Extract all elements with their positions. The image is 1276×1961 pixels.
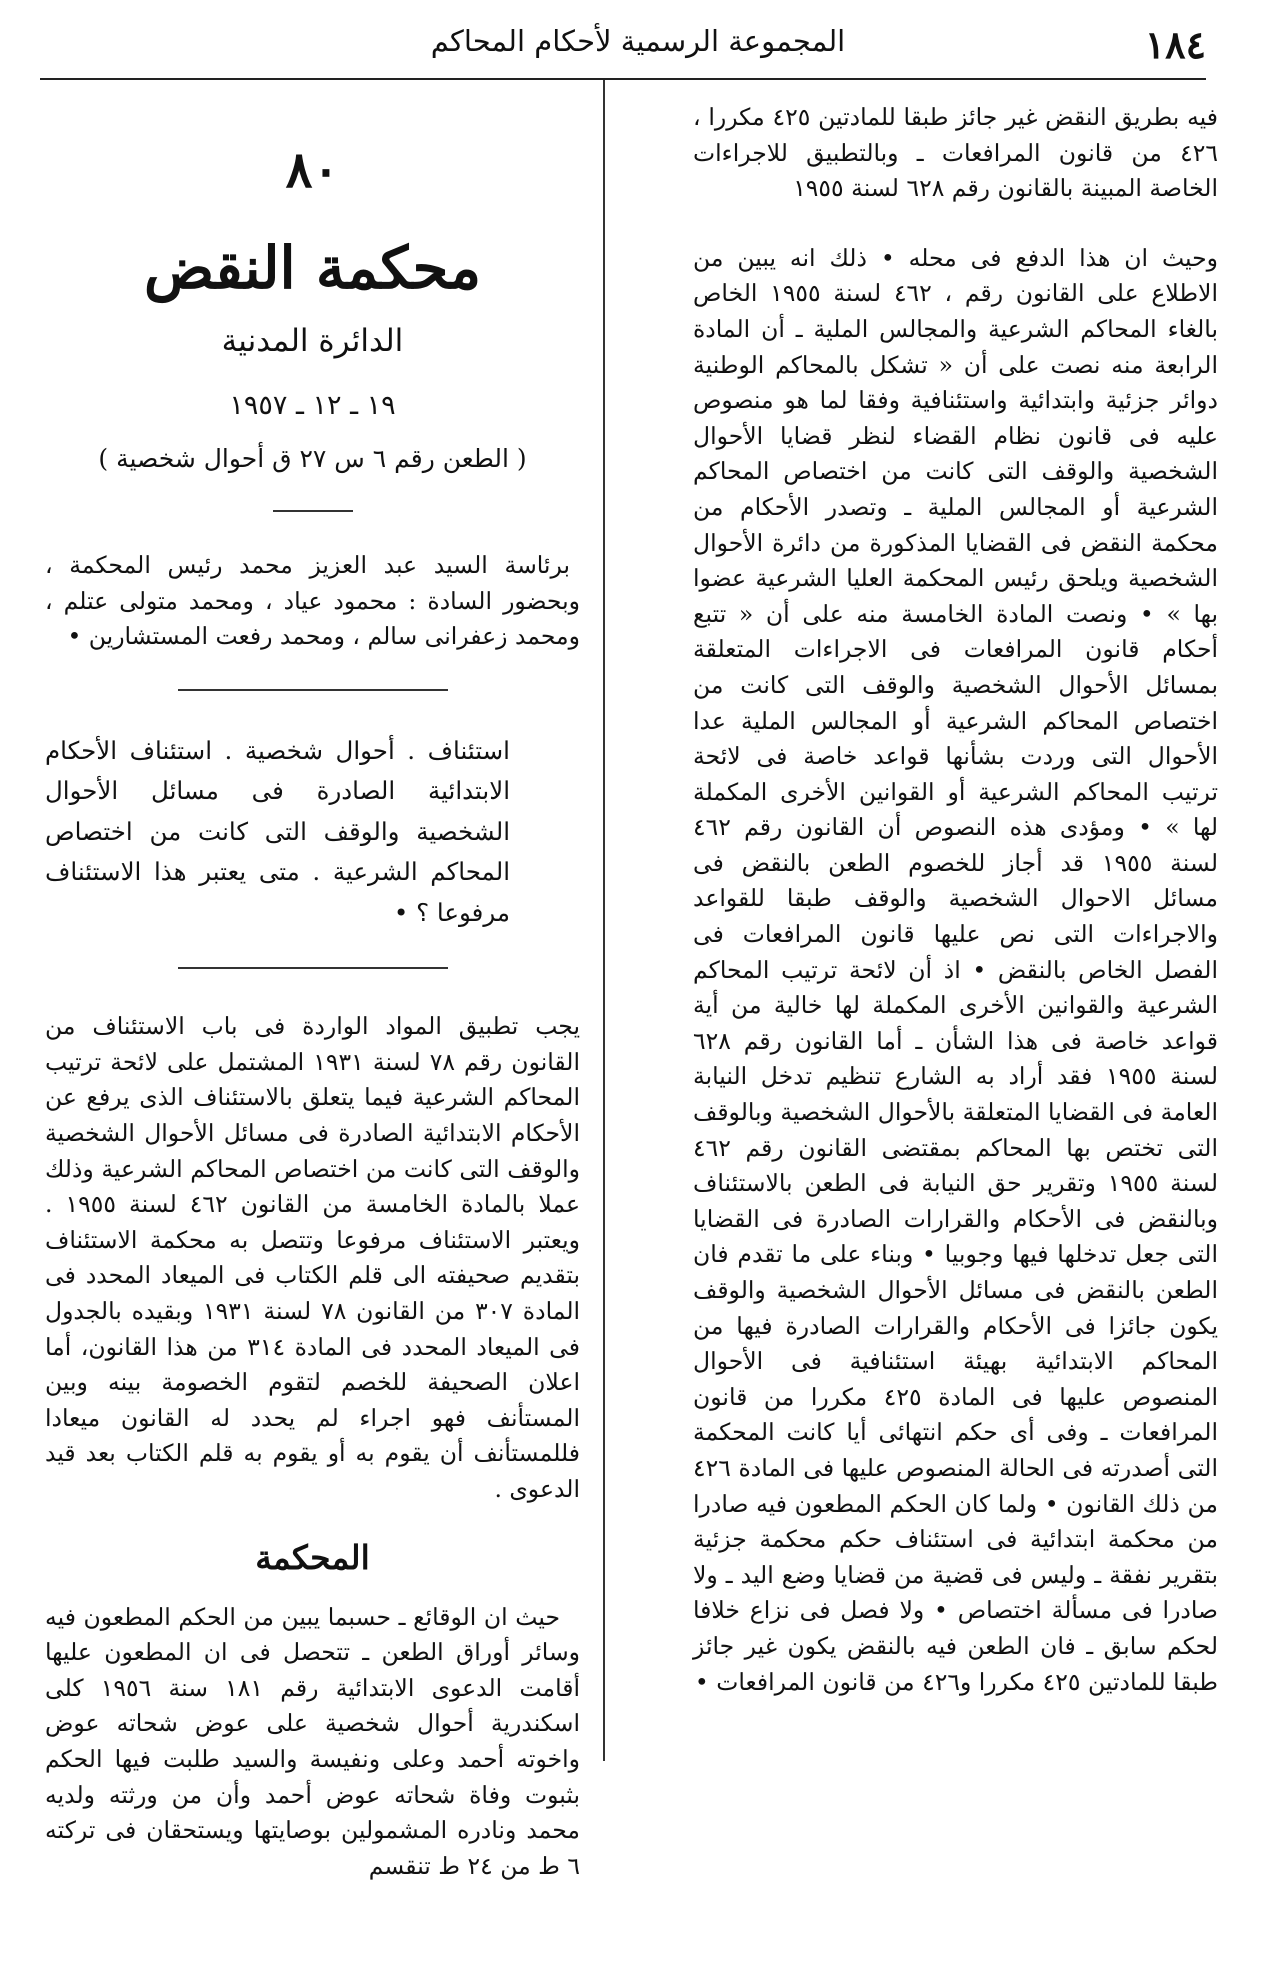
paragraph-gap — [693, 207, 1218, 241]
bench-composition — [45, 548, 580, 655]
column-divider — [603, 80, 605, 1761]
appeal-reference: ( الطعن رقم ٦ س ٢٧ ق أحوال شخصية ) — [98, 444, 527, 473]
court-name: محكمة النقض — [143, 234, 482, 302]
circuit-name: الدائرة المدنية — [221, 323, 404, 359]
section-divider — [178, 967, 448, 969]
legal-principle: يجب تطبيق المواد الواردة فى باب الاستئناف من القانون رقم ٧٨ لسنة ١٩٣١ المشتمل على لائحة ترتيب المحاكم الشرعية فيما يتعلق بالاستئناف الذى يرفع عن الأحكام الابتدائية الصادرة فى مسائل الأحوال الشخصية والوقف التى كانت من اختصاص المحاكم الشرعية وذلك عملا بالمادة الخامسة من القانون ٤٦٢ لسنة ١٩٥٥ . ويعتبر الاستئناف مرفوعا وتتصل به محكمة الاستئناف بتقديم صحيفته الى قلم الكتاب فى الميعاد المحدد فى المادة ٣٠٧ من القانون ٧٨ لسنة ١٩٣١ وبقيده بالجدول فى الميعاد المحدد فى المادة ٣١٤ من هذا القانون، أما اعلان الصحيفة للخصم لتقوم الخصومة بينه وبين المستأنف فهو اجراء لم يحدد له القانون ميعادا فللمستأنف أن يقوم به أو يقوم به قلم الكتاب بعد قيد الدعوى . — [45, 1012, 581, 1503]
reasoning-paragraph: وحيث ان هذا الدفع فى محله • ذلك انه يبين من الاطلاع على القانون رقم ، ٤٦٢ لسنة ١٩٥٥ الخاص بالغاء المحاكم الشرعية والمجالس الملية ـ أن المادة الرابعة منه نصت على أن « تشكل بالمحاكم الوطنية دوائر جزئية وابتدائية واستئنافية وفقا لما هو منصوص عليه فى قانون نظام القضاء لنظر قضايا الأحوال الشخصية والوقف التى كانت من اختصاص المحاكم الشرعية أو المجالس الملية ـ وتصدر الأحكام من محكمة النقض فى القضايا المذكورة من دائرة الأحوال الشخصية ويلحق رئيس المحكمة العليا الشرعية عضوا بها » • ونصت المادة الخامسة منه على أن « تتبع أحكام قانون المرافعات فى الاجراءات المتعلقة بمسائل الأحوال الشخصية والوقف التى كانت من اختصاص المحاكم الشرعية أو المجالس الملية عدا الأحوال التى وردت بشأنها قواعد خاصة فى لائحة ترتيب المحاكم الشرعية أو القوانين الأخرى المكملة لها » • ومؤدى هذه النصوص أن القانون رقم ٤٦٢ لسنة ١٩٥٥ قد أجاز للخصوم الطعن بالنقض فى مسائل الاحوال الشخصية والوقف طبقا للقواعد والاجراءات التى نص عليها قانون المرافعات فى الفصل الخاص بالنقض • اذ أن لائحة ترتيب المحاكم الشرعية والقوانين الأخرى المكملة لها خالية من أية قواعد خاصة فى هذا الشأن ـ أما القانون رقم ٦٢٨ لسنة ١٩٥٥ فقد أراد به الشارع تنظيم تدخل النيابة العامة فى القضايا المتعلقة بالأحوال الشخصية وبالوقف التى تختص بها المحاكم بمقتضى القانون رقم ٤٦٢ لسنة ١٩٥٥ وتقرير حق النيابة فى الطعن بالاستئناف وبالنقض فى الأحكام والقرارات الصادرة فى القضايا التى جعل تدخلها فيها وجوبيا • وبناء على ما تقدم فان الطعن بالنقض فى مسائل الأحوال الشخصية والوقف يكون جائزا فى الأحكام والقرارات الصادرة فيها من المحاكم الابتدائية بهيئة استئنافية فى الأحوال المنصوص عليها فى المادة ٤٢٥ مكررا من قانون المرافعات ـ وفى أى حكم انتهائى أيا كانت المحكمة التى أصدرته فى الحالة المنصوص عليها فى المادة ٤٢٦ من ذلك القانون • ولما كان الحكم المطعون فيه صادرا من محكمة ابتدائية فى استئناف حكم محكمة جزئية بتقرير نفقة ـ وليس فى قضية من قضايا وضع اليد ـ ولا صادرا فى مسألة اختصاص • ولا فصل فى نزاع خلافا لحكم سابق ـ فان الطعن فيه بالنقض يكون غير جائز طبقا للمادتين ٤٢٥ مكررا و٤٢٦ من قانون المرافعات • — [693, 243, 1218, 1696]
section-divider — [178, 689, 448, 691]
right-column — [693, 100, 1218, 1700]
decision-date: ١٩ ـ ١٢ ـ ١٩٥٧ — [229, 390, 396, 421]
header-title: المجموعة الرسمية لأحكام المحاكم — [430, 24, 846, 58]
section-divider — [273, 510, 353, 512]
headnote: استئناف . أحوال شخصية . استئناف الأحكام الابتدائية الصادرة فى مسائل الأحوال الشخصية والوقف التى كانت من اختصاص المحاكم الشرعية . متى يعتبر هذا الاستئناف مرفوعا ؟ • — [45, 735, 510, 927]
header-rule — [40, 78, 1206, 80]
judgment-body: حيث ان الوقائع ـ حسبما يبين من الحكم المطعون فيه وسائر أوراق الطعن ـ تتحصل فى ان المطعون عليها أقامت الدعوى الابتدائية رقم ١٨١ سنة ١٩٥٦ كلى اسكندرية أحوال شخصية على عوض شحاته عوض واخوته أحمد وعلى ونفيسة والسيد طلبت فيها الحكم بثبوت وفاة شحاته عوض أحمد وأن من ورثته ولديه محمد ونادره المشمولين بوصايتها ويستحقان فى تركته ٦ ط من ٢٤ ط تنقسم — [45, 1602, 580, 1880]
continued-paragraph: فيه بطريق النقض غير جائز طبقا للمادتين ٤٢٥ مكررا ، ٤٢٦ من قانون المرافعات ـ وبالتطبيق للاجراءات الخاصة المبينة بالقانون رقم ٦٢٨ لسنة ١٩٥٥ — [693, 103, 1218, 203]
bench-text: برئاسة السيد عبد العزيز محمد رئيس المحكمة ، وبحضور السادة : محمود عياد ، ومحمد متولى عتلم ، ومحمد زعفرانى سالم ، ومحمد رفعت المستشارين • — [45, 551, 580, 651]
section-title: المحكمة — [255, 1537, 370, 1577]
page-number: ١٨٤ — [1144, 22, 1206, 67]
case-number: ٨٠ — [285, 140, 340, 199]
running-header — [60, 22, 1216, 72]
left-column — [45, 100, 580, 1884]
